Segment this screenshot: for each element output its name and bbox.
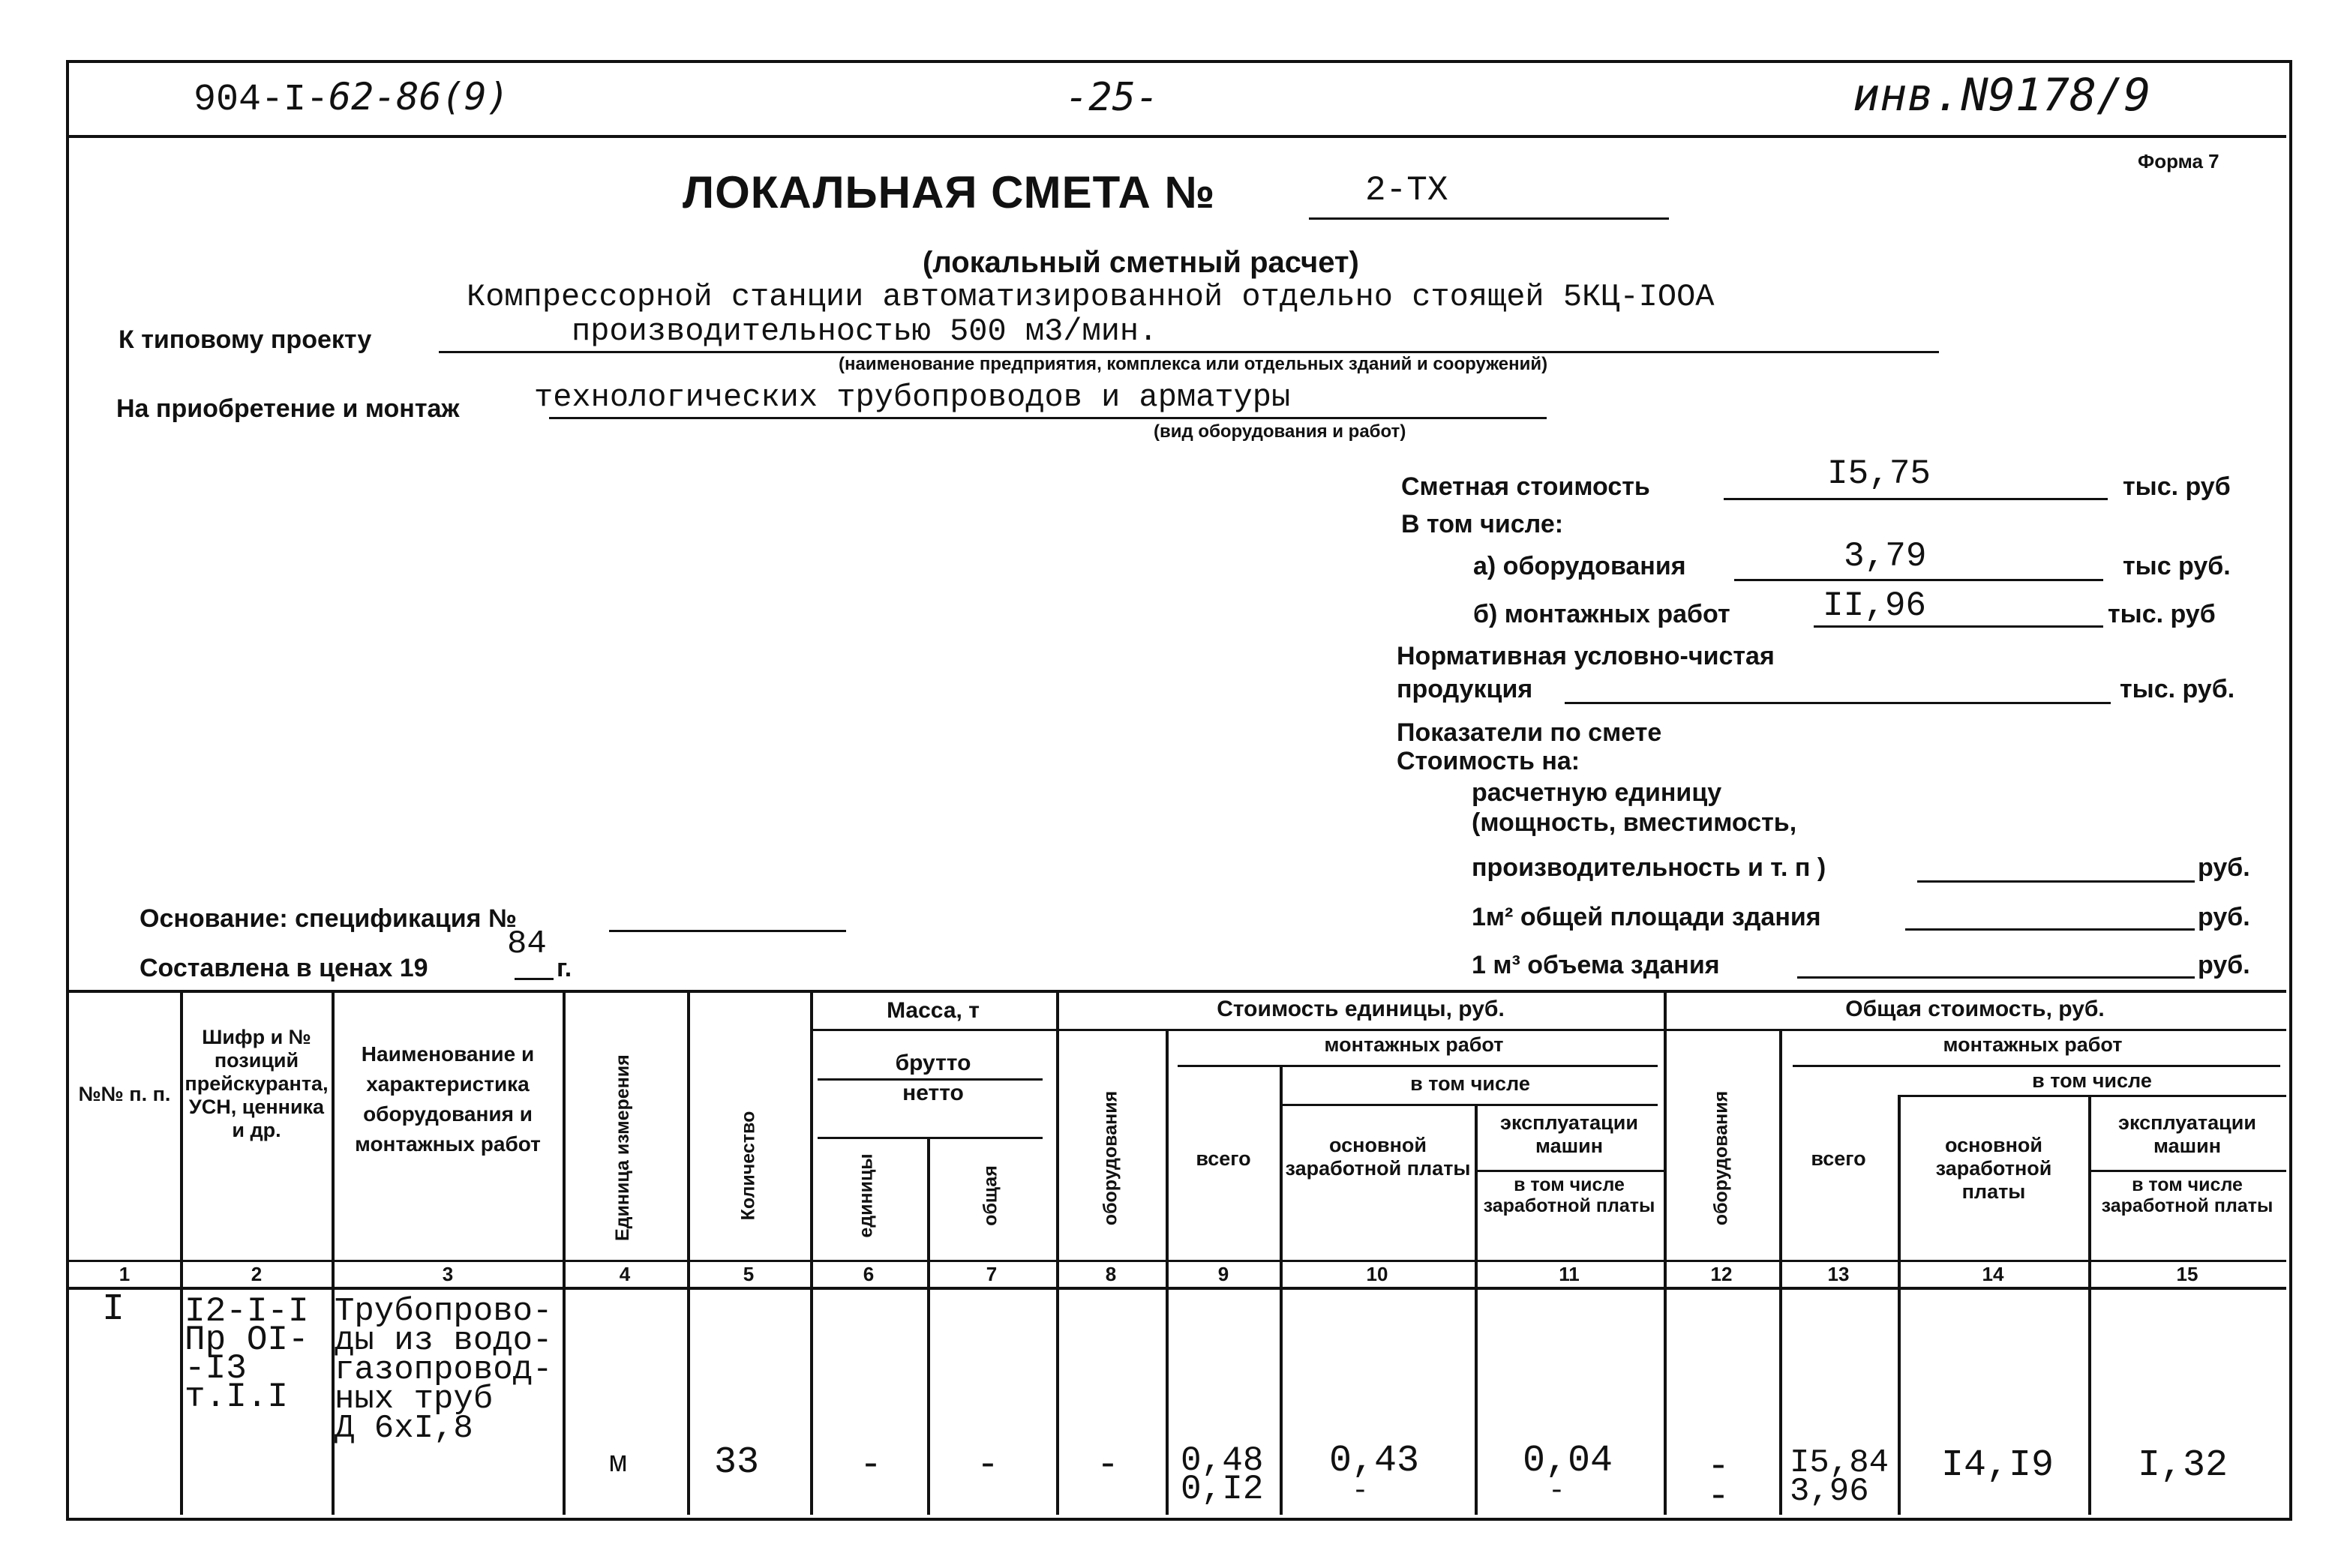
row-code-line: т.I.I — [185, 1378, 289, 1417]
montage-subline — [1178, 1065, 1658, 1067]
area-rub: руб. — [2198, 903, 2250, 931]
col-num-1: 1 — [119, 1263, 131, 1285]
header-mass-total: общая — [980, 1165, 1001, 1226]
acquisition-value: технологических трубопроводов и арматуры — [534, 379, 1291, 415]
equipment-cost-value: 3,79 — [1844, 537, 1927, 576]
form-label: Форма 7 — [2138, 150, 2219, 172]
row-machines2: I,32 — [2138, 1444, 2228, 1487]
project-label: К типовому проекту — [119, 325, 372, 354]
header-incl2: в том числе — [2032, 1069, 2152, 1092]
header-machines-wage2: в том числе заработной платы — [2101, 1174, 2273, 1216]
cost-per-label: Стоимость на: — [1397, 747, 1580, 775]
estimate-number: 2-ТХ — [1365, 171, 1448, 210]
basis-label: Основание: спецификация № — [140, 904, 517, 933]
row-total2-sub: 3,96 — [1790, 1473, 1869, 1510]
incl2-subline — [1898, 1095, 2286, 1097]
row-equipment: - — [1097, 1444, 1120, 1487]
volume-label: 1 м³ объема здания — [1472, 951, 1720, 979]
header-machines: эксплуатации машин — [1500, 1111, 1638, 1157]
table-top-line — [69, 990, 2286, 993]
col-num-13: 13 — [1827, 1263, 1850, 1285]
netto-subline — [818, 1137, 1043, 1139]
including-label: В том числе: — [1401, 510, 1564, 538]
header-machines-wage: в том числе заработной платы — [1483, 1174, 1655, 1216]
area-label: 1м² общей площади здания — [1472, 903, 1821, 931]
header-montage2: монтажных работ — [1943, 1033, 2123, 1056]
machines2-subline — [2088, 1170, 2286, 1172]
header-qty: Количество — [737, 1111, 759, 1221]
header-equipment: оборудования — [1100, 1090, 1121, 1226]
column-number-top — [69, 1260, 2286, 1262]
mass-subline — [810, 1029, 1058, 1031]
equipment-cost-unit: тыс руб. — [2123, 552, 2231, 580]
col-num-12: 12 — [1710, 1263, 1733, 1285]
project-line2: производительностью 500 м3/мин. — [572, 313, 1158, 349]
row-code-line: I2-I-I — [185, 1292, 309, 1331]
header-netto: нетто — [902, 1081, 964, 1105]
row-machines: 0,04 — [1523, 1440, 1613, 1483]
row-equipment2: - — [1707, 1446, 1730, 1489]
row-total-sub: 0,I2 — [1181, 1470, 1264, 1509]
col-num-14: 14 — [1982, 1263, 2004, 1285]
unit-line-2: (мощность, вместимость, — [1472, 808, 1797, 837]
unit-line-3: производительность и т. п ) — [1472, 853, 1826, 882]
col-line-13 — [1898, 1095, 1901, 1515]
row-equipment2-sub: - — [1707, 1476, 1730, 1519]
prices-year: 84 — [507, 925, 547, 963]
header-wage2: основной заработной платы — [1935, 1134, 2052, 1203]
col-num-11: 11 — [1559, 1263, 1580, 1285]
col-num-9: 9 — [1217, 1263, 1229, 1285]
page-title: ЛОКАЛЬНАЯ СМЕТА № — [683, 167, 1216, 217]
col-line-6 — [927, 1137, 930, 1515]
normative-label-1: Нормативная условно-чистая — [1397, 642, 1775, 670]
col-line-11 — [1664, 990, 1667, 1515]
header-incl: в том числе — [1410, 1072, 1530, 1095]
col-num-2: 2 — [251, 1263, 263, 1285]
montage2-subline — [1793, 1065, 2280, 1067]
row-code — [185, 1292, 309, 1417]
header-name: Наименование и характеристика оборудования и монтажных работ — [355, 1042, 541, 1156]
col-line-1 — [180, 990, 183, 1515]
header-machines2: эксплуатации машин — [2118, 1111, 2256, 1157]
row-name-line: Трубопрово- — [335, 1293, 553, 1330]
row-name-line: Д 6хI,8 — [335, 1410, 473, 1447]
row-wage-sub: - — [1352, 1475, 1369, 1507]
inventory-number: инв.N9178/9 — [1853, 69, 2151, 121]
row-name — [335, 1293, 553, 1447]
col-num-6: 6 — [863, 1263, 875, 1285]
unit-cost-subline — [1056, 1029, 1665, 1031]
machines-subline — [1475, 1170, 1664, 1172]
header-montage: монтажных работ — [1324, 1033, 1504, 1056]
header-mass: Масса, т — [887, 998, 980, 1023]
header-equipment2: оборудования — [1710, 1090, 1732, 1226]
col-num-3: 3 — [442, 1263, 454, 1285]
col-line-9 — [1280, 1065, 1283, 1515]
col-num-10: 10 — [1366, 1263, 1388, 1285]
row-mass-unit: - — [860, 1444, 883, 1487]
montage-cost-value: II,96 — [1823, 586, 1927, 625]
normative-label-2: продукция — [1397, 675, 1533, 703]
subtitle: (локальный сметный расчет) — [923, 246, 1359, 279]
row-mass-total: - — [977, 1444, 1000, 1487]
project-line1: Компрессорной станции автоматизированной отдельно стоящей 5КЦ-IOOA — [467, 279, 1715, 315]
row-wage: 0,43 — [1329, 1440, 1420, 1483]
doc-code-typed: 904-I- — [194, 79, 329, 121]
col-line-7 — [1056, 990, 1059, 1515]
row-name-line: ных труб — [335, 1381, 494, 1418]
acquisition-caption: (вид оборудования и работ) — [1154, 421, 1406, 442]
header-code: Шифр и № позиций прейскуранта, УСН, ценника и др. — [185, 1026, 329, 1141]
header-mass-unit: единицы — [855, 1153, 877, 1238]
row-name-line: ды из водо- — [335, 1322, 553, 1360]
normative-unit: тыс. руб. — [2120, 675, 2235, 703]
header-wage: основной заработной платы — [1285, 1134, 1471, 1180]
volume-rub: руб. — [2198, 951, 2250, 979]
col-num-8: 8 — [1105, 1263, 1117, 1285]
project-caption: (наименование предприятия, комплекса или отдельных зданий и сооружений) — [839, 354, 1548, 374]
col-line-10 — [1475, 1104, 1478, 1515]
row-code-line: -I3 — [185, 1349, 247, 1388]
equipment-cost-label: а) оборудования — [1473, 552, 1686, 580]
row-code-line: Пр OI- — [185, 1321, 309, 1360]
row-name-line: газопровод- — [335, 1351, 553, 1389]
row-num: I — [102, 1288, 125, 1331]
doc-code-handwritten: 62-86(9) — [329, 75, 509, 118]
page-number: -25- — [1065, 75, 1160, 120]
unit-line-1: расчетную единицу — [1472, 778, 1722, 807]
header-brutto: брутто — [895, 1051, 971, 1075]
col-num-15: 15 — [2176, 1263, 2198, 1285]
row-unit: м — [609, 1447, 628, 1481]
row-total: 0,48 — [1181, 1441, 1264, 1480]
col-line-14 — [2088, 1095, 2091, 1515]
col-num-7: 7 — [986, 1263, 998, 1285]
unit-rub: руб. — [2198, 853, 2250, 882]
column-number-bottom — [69, 1287, 2286, 1290]
montage-cost-label: б) монтажных работ — [1473, 600, 1730, 628]
estimated-cost-label: Сметная стоимость — [1401, 472, 1650, 501]
prices-suffix: г. — [557, 954, 572, 982]
row-machines-sub: - — [1548, 1475, 1565, 1507]
incl-subline — [1280, 1104, 1658, 1106]
header-unit-cost: Стоимость единицы, руб. — [1217, 997, 1505, 1021]
col-line-4 — [687, 990, 690, 1515]
estimated-cost-unit: тыс. руб — [2123, 472, 2231, 501]
indicators-label: Показатели по смете — [1397, 718, 1662, 747]
row-wage2: I4,I9 — [1941, 1444, 2054, 1487]
col-line-3 — [563, 990, 566, 1515]
header-total-cost: Общая стоимость, руб. — [1845, 997, 2105, 1021]
col-num-5: 5 — [743, 1263, 755, 1285]
montage-cost-unit: тыс. руб — [2108, 600, 2216, 628]
header-total: всего — [1196, 1147, 1251, 1170]
header-unit: Единица измерения — [612, 1054, 633, 1241]
prices-label: Составлена в ценах 19 — [140, 954, 428, 982]
col-num-4: 4 — [619, 1263, 631, 1285]
acquisition-label: На приобретение и монтаж — [116, 394, 460, 423]
row-qty: 33 — [714, 1441, 760, 1484]
header-num: №№ п. п. — [78, 1083, 171, 1105]
estimated-cost-value: I5,75 — [1827, 454, 1931, 493]
total-cost-subline — [1664, 1029, 2286, 1031]
row-total2: I5,84 — [1790, 1444, 1889, 1482]
header-total2: всего — [1811, 1147, 1866, 1170]
